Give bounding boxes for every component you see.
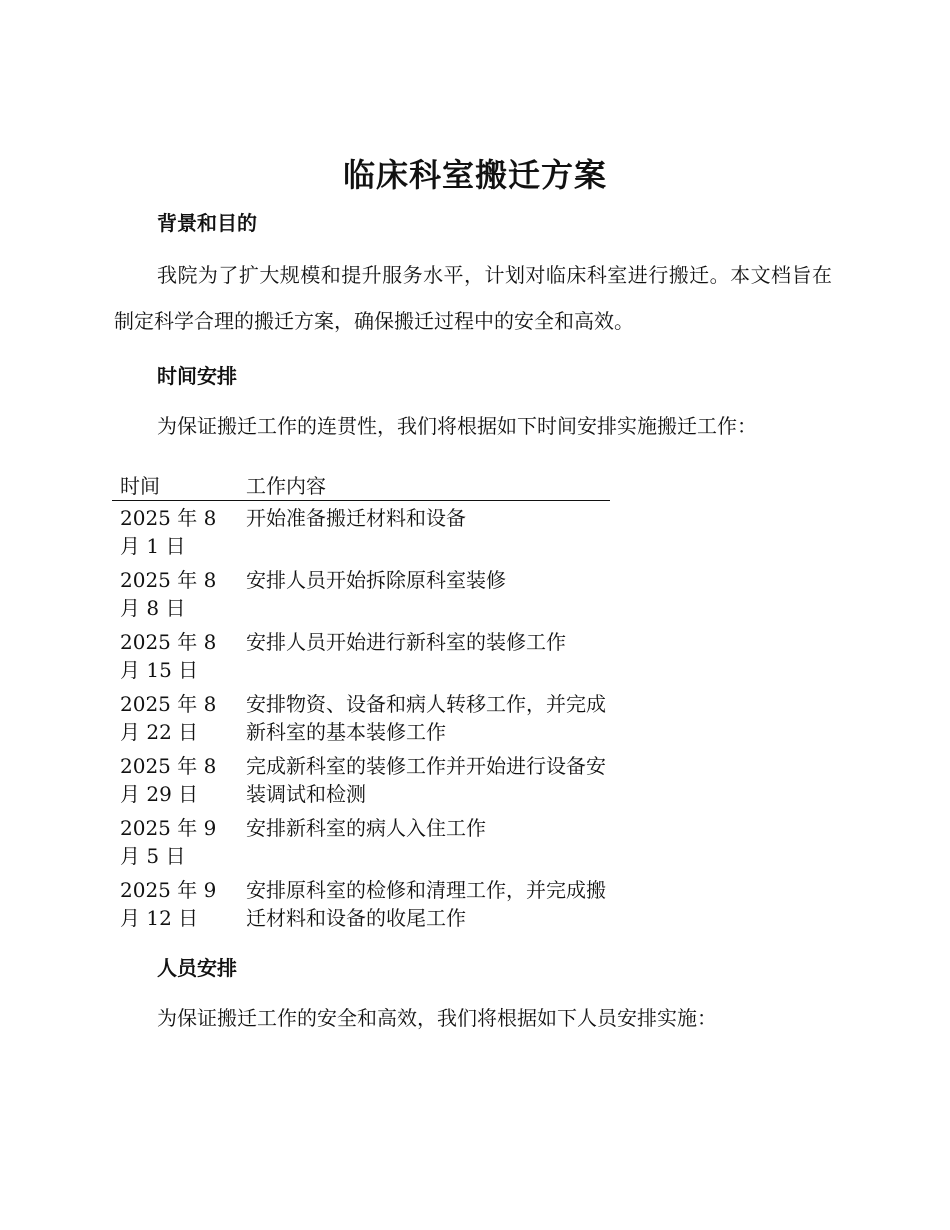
table-cell-content: 安排原科室的检修和清理工作，并完成搬迁材料和设备的收尾工作 [246, 878, 606, 930]
paragraph-staffing: 为保证搬迁工作的安全和高效，我们将根据如下人员安排实施： [157, 1006, 717, 1030]
table-header-content: 工作内容 [240, 468, 610, 501]
schedule-table [112, 468, 610, 935]
heading-background: 背景和目的 [157, 211, 257, 235]
table-row [112, 501, 610, 564]
page-title: 临床科室搬迁方案 [342, 156, 607, 194]
table-row [112, 563, 610, 625]
table-cell-content: 安排人员开始进行新科室的装修工作 [246, 630, 566, 654]
table-cell-date: 2025 年 8 月 8 日 [120, 568, 217, 620]
heading-staffing: 人员安排 [157, 956, 237, 980]
paragraph-background: 我院为了扩大规模和提升服务水平，计划对临床科室进行搬迁。本文档旨在制定科学合理的搬迁方案，确保搬迁过程中的安全和高效。 [114, 263, 832, 333]
table-row [112, 625, 610, 687]
table-row [112, 873, 610, 935]
table-header-date: 时间 [112, 468, 240, 501]
table-cell-date: 2025 年 8 月 29 日 [120, 754, 217, 806]
table-cell-content: 安排物资、设备和病人转移工作，并完成新科室的基本装修工作 [246, 692, 606, 744]
table-row [112, 811, 610, 873]
table-cell-date: 2025 年 8 月 1 日 [120, 506, 217, 558]
table-cell-content: 安排新科室的病人入住工作 [246, 816, 486, 840]
heading-schedule: 时间安排 [157, 364, 237, 388]
table-row [112, 687, 610, 749]
table-cell-date: 2025 年 8 月 22 日 [120, 692, 217, 744]
paragraph-schedule: 为保证搬迁工作的连贯性，我们将根据如下时间安排实施搬迁工作： [157, 414, 757, 438]
table-cell-content: 安排人员开始拆除原科室装修 [246, 568, 506, 592]
table-cell-date: 2025 年 9 月 12 日 [120, 878, 217, 930]
table-cell-content: 开始准备搬迁材料和设备 [246, 506, 466, 530]
table-cell-date: 2025 年 9 月 5 日 [120, 816, 217, 868]
table-header-row [112, 468, 610, 501]
table-cell-date: 2025 年 8 月 15 日 [120, 630, 217, 682]
table-row [112, 749, 610, 811]
table-cell-content: 完成新科室的装修工作并开始进行设备安装调试和检测 [246, 754, 606, 806]
